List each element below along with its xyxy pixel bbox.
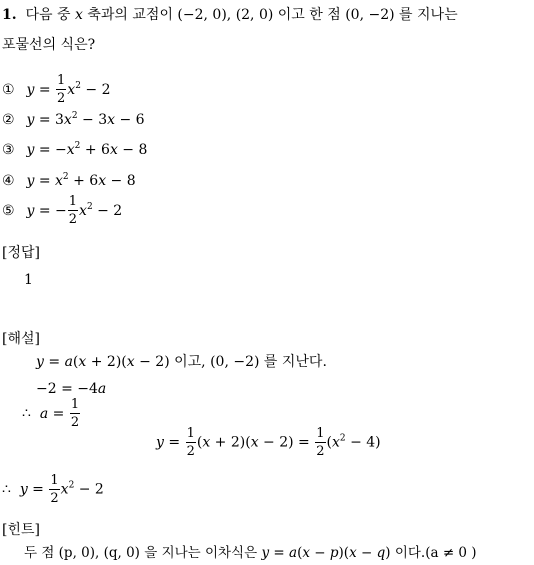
explanation-conclusion: ∴ y = $\frac{1}{2}$ $x^2 - 2$	[2, 473, 104, 506]
choice-5-mark: ⑤	[2, 202, 15, 219]
choice-3-mark: ③	[2, 142, 15, 158]
choice-2[interactable]	[2, 113, 145, 127]
explanation-line-3	[22, 398, 81, 429]
choice-4-mark: ④	[2, 173, 15, 189]
hint-line	[24, 547, 477, 561]
explanation-eq-1: y = a(x + 2)(x − 2)	[36, 354, 170, 370]
question-text-a: 다음 중	[25, 7, 71, 23]
explanation-line-1	[36, 355, 327, 369]
explanation-eq-2: −2 = −4a	[36, 381, 107, 397]
choice-4-formula: $y = x^2 + 6x - 8$	[26, 172, 136, 189]
explanation-display-eq: y = $\frac{1}{2}$ (x + 2)(x − 2) = $\frac{1}{2}$ $(x^2 - 4)$	[156, 426, 381, 459]
choice-1-formula: y = $\frac{1}{2}$ $x^2 - 2$	[26, 73, 111, 106]
hint-eq: y = a(x − p)(x − q)	[261, 545, 391, 561]
explanation-label: [해설]	[2, 331, 40, 347]
question-text-b: 축과의 교점이 (−2, 0), (2, 0) 이고 한 점 (0, −2) 를 지나는	[87, 7, 458, 23]
explanation-line-2	[36, 382, 106, 396]
answer-label: [정답]	[2, 245, 40, 261]
choice-5[interactable]	[2, 195, 122, 226]
therefore-symbol: ∴	[22, 405, 31, 422]
question-line-1	[2, 8, 458, 22]
answer-value: 1	[24, 272, 33, 288]
explanation-eq-3: a = $\frac{1}{2}$	[39, 397, 80, 430]
choice-2-formula: $y = 3x^2 - 3x - 6$	[26, 111, 145, 128]
hint-text-b: 이다.(a ≠ 0 )	[394, 545, 477, 561]
choice-5-formula: y = − $\frac{1}{2}$ $x^2 - 2$	[26, 194, 123, 227]
hint-text-a: 두 점 (p, 0), (q, 0) 을 지나는 이차식은	[24, 545, 258, 561]
choice-1[interactable]	[2, 74, 110, 105]
question-var-x: x	[75, 7, 83, 23]
choice-3-formula: $y = -x^2 + 6x - 8$	[26, 141, 148, 158]
choice-4[interactable]	[2, 174, 136, 188]
choice-1-mark: ①	[2, 81, 15, 98]
explanation-line-1-tail: 이고, (0, −2) 를 지난다.	[174, 354, 327, 370]
choice-2-mark: ②	[2, 112, 15, 128]
question-number: 1.	[2, 7, 17, 23]
choice-3[interactable]	[2, 143, 147, 157]
question-line-2: 포물선의 식은?	[2, 37, 96, 53]
hint-label: [힌트]	[2, 522, 40, 538]
